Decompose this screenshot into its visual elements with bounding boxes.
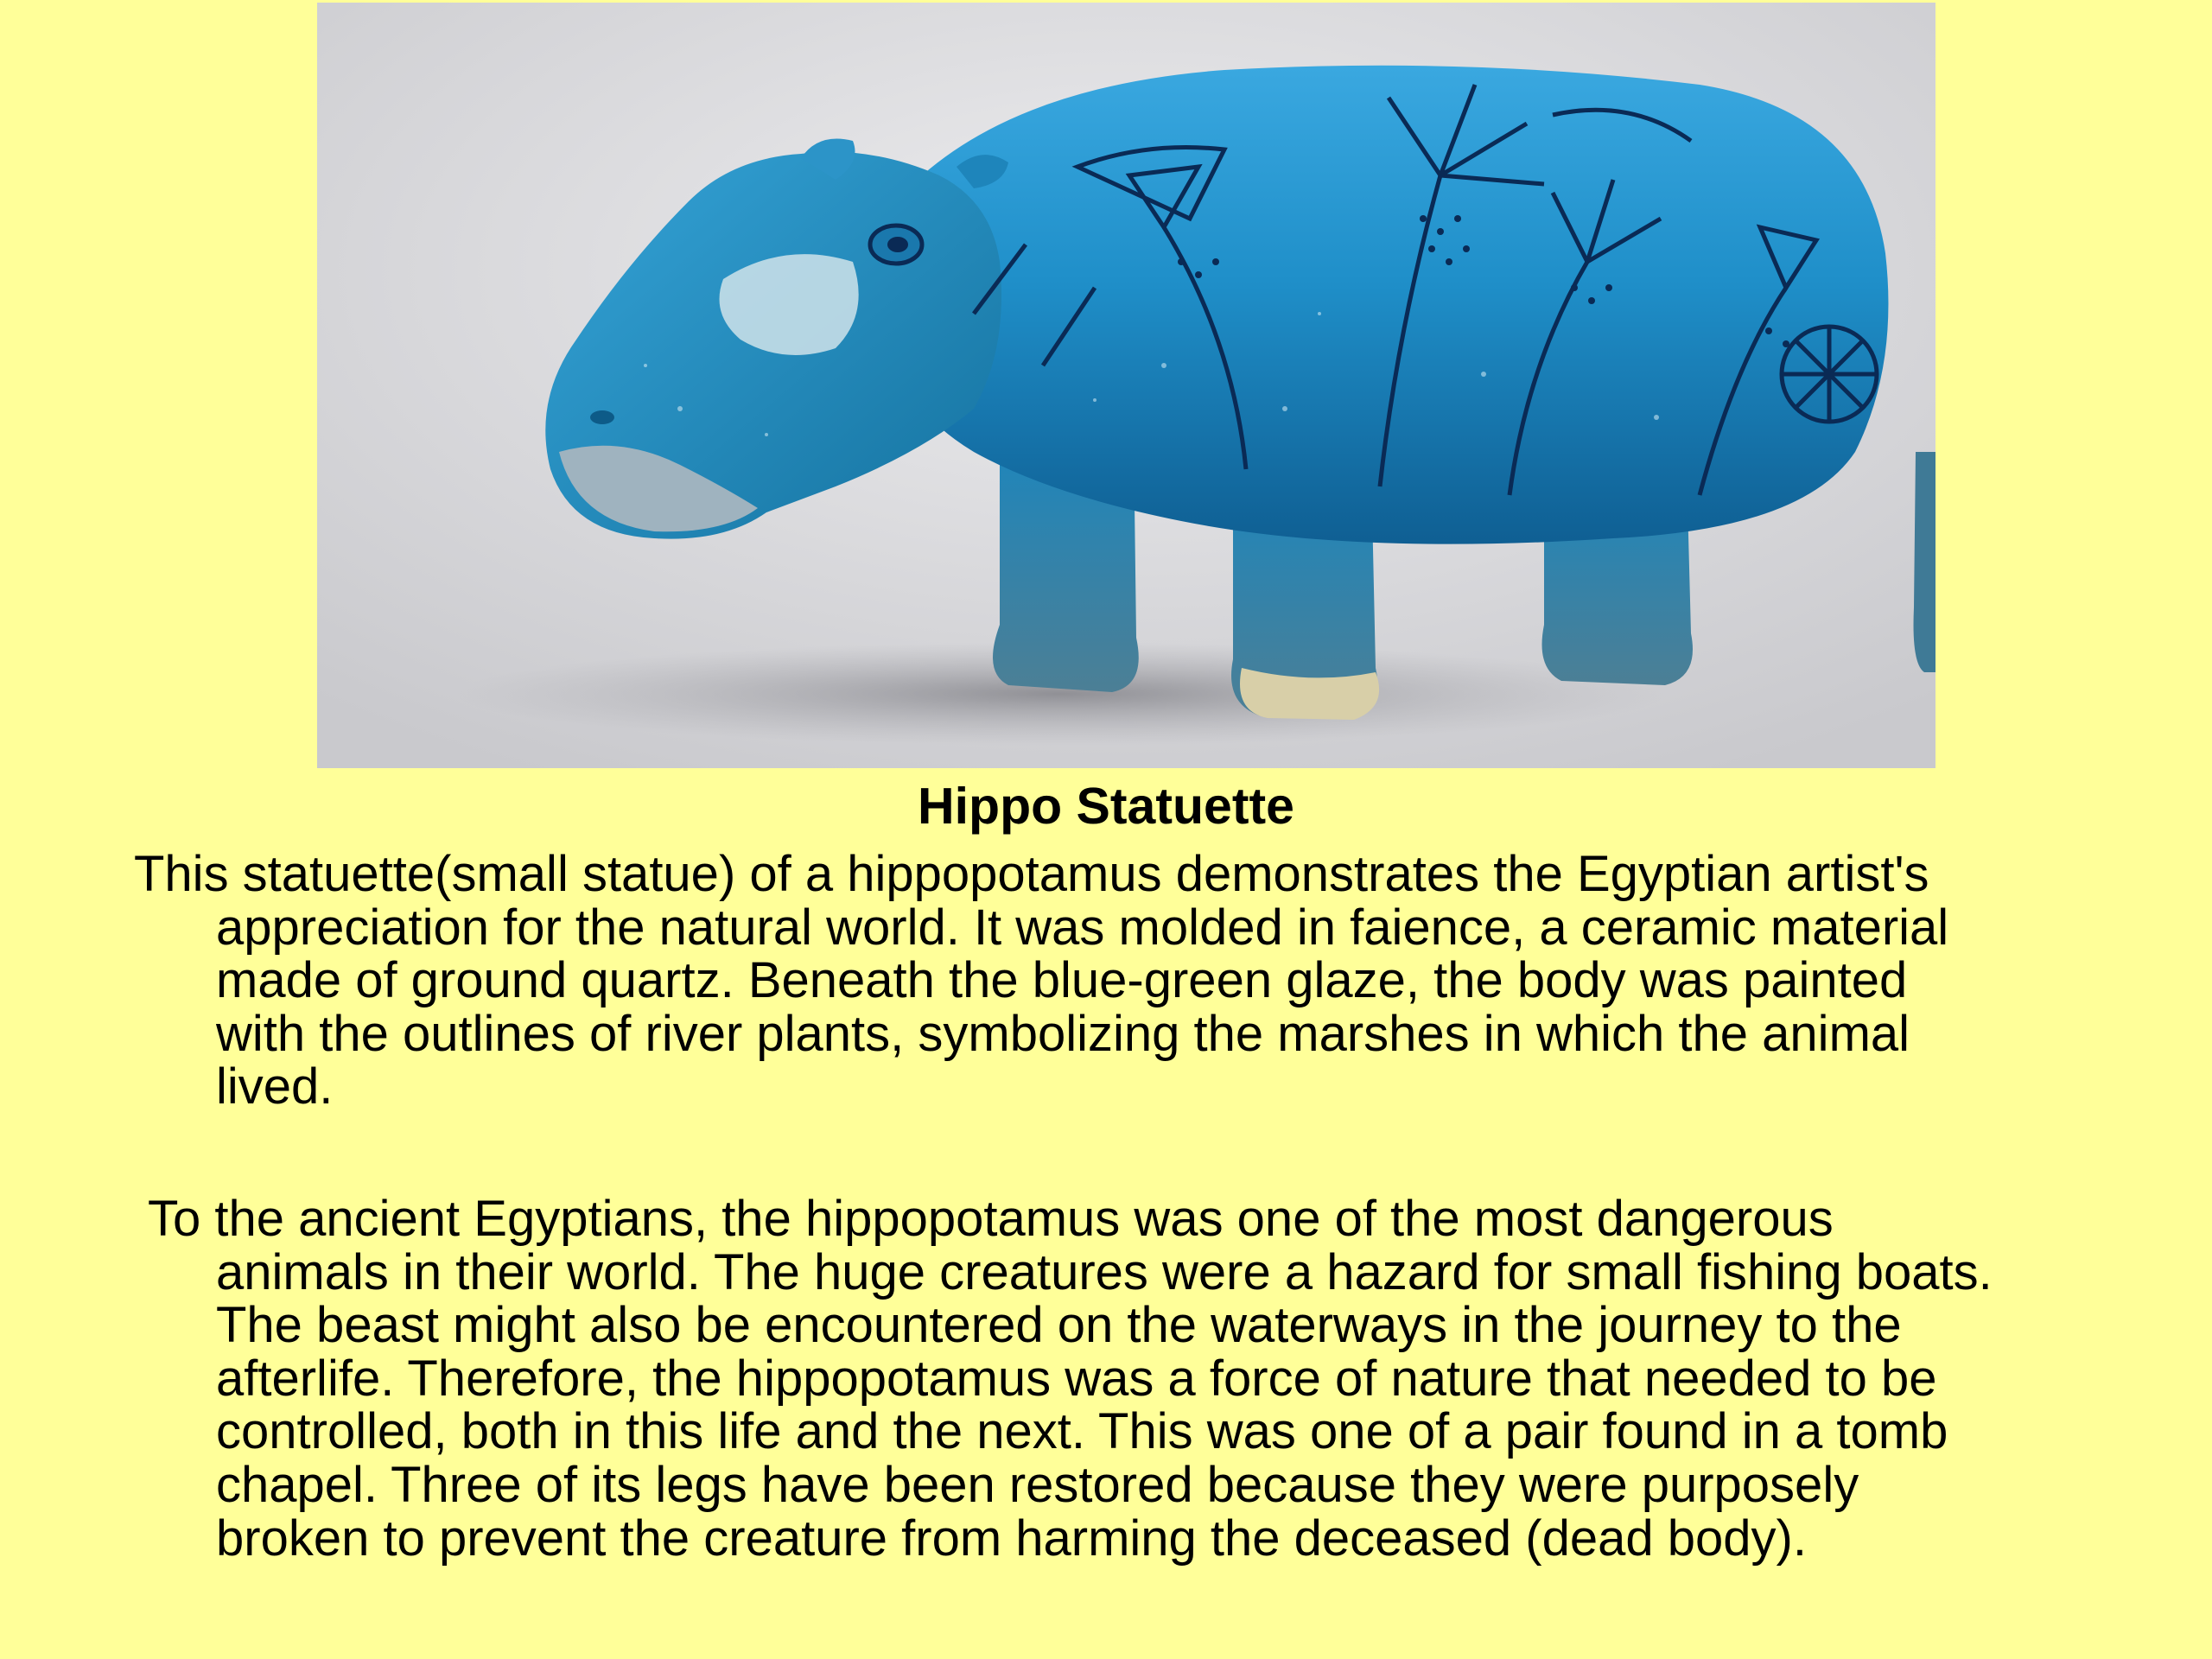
- history-paragraph: [148, 1192, 1993, 1565]
- text-line: made of ground quartz. Beneath the blue-green glaze, the body was painted: [216, 952, 1908, 1009]
- text-line: with the outlines of river plants, symbolizing the marshes in which the animal: [216, 1005, 1910, 1062]
- text-line: This statuette(small statue) of a hippopotamus demonstrates the Egyptian artist's: [134, 846, 1929, 902]
- description-paragraph: [134, 848, 1948, 1114]
- text-line: appreciation for the natural world. It was molded in faience, a ceramic material: [216, 899, 1949, 956]
- caption-title: Hippo Statuette: [918, 778, 1294, 835]
- hippo-statuette-photo: [317, 3, 1936, 768]
- text-line: chapel. Three of its legs have been restored because they were purposely: [216, 1456, 1859, 1513]
- text-line: To the ancient Egyptians, the hippopotamus was one of the most dangerous: [148, 1191, 1834, 1247]
- text-line: broken to prevent the creature from harming the deceased (dead body).: [216, 1510, 1807, 1567]
- text-line: The beast might also be encountered on the waterways in the journey to the: [216, 1297, 1902, 1354]
- text-line: controlled, both in this life and the next. This was one of a pair found in a tomb: [216, 1403, 1948, 1460]
- text-line: animals in their world. The huge creatures were a hazard for small fishing boats.: [216, 1243, 1993, 1300]
- text-line: lived.: [216, 1058, 334, 1116]
- text-line: afterlife. Therefore, the hippopotamus was a force of nature that needed to be: [216, 1350, 1937, 1407]
